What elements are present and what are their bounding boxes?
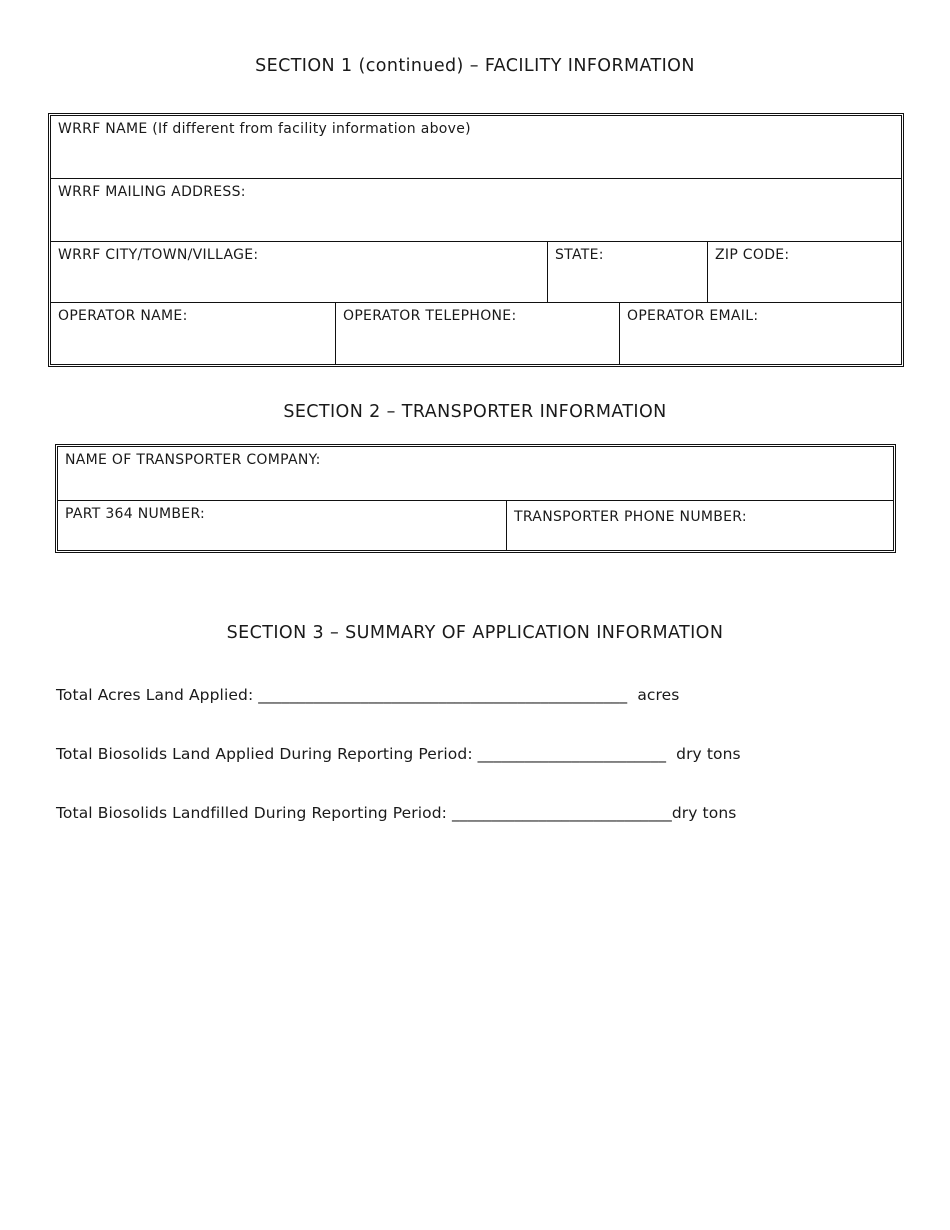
state-label: STATE:: [555, 247, 604, 263]
operator-telephone-field[interactable]: [335, 303, 619, 364]
operator-name-field[interactable]: [51, 303, 335, 364]
landfilled-blank[interactable]: ____________________________: [452, 804, 672, 822]
transporter-phone-label: TRANSPORTER PHONE NUMBER:: [514, 509, 747, 525]
transporter-company-row: [58, 447, 893, 500]
wrrf-mailing-address-row: [51, 178, 901, 241]
land-applied-line: [56, 745, 741, 763]
wrrf-name-field[interactable]: [51, 116, 901, 178]
wrrf-city-state-zip-row: [51, 241, 901, 302]
transporter-info-table: [55, 444, 896, 553]
operator-name-label: OPERATOR NAME:: [58, 308, 188, 324]
zip-code-label: ZIP CODE:: [715, 247, 790, 263]
operator-telephone-label: OPERATOR TELEPHONE:: [343, 308, 517, 324]
state-field[interactable]: [547, 242, 707, 302]
transporter-phone-field[interactable]: [506, 501, 893, 550]
landfilled-label: Total Biosolids Landfilled During Reporting Period:: [56, 804, 447, 822]
landfilled-line: [56, 804, 736, 822]
wrrf-mailing-address-field[interactable]: [51, 179, 901, 241]
wrrf-city-field[interactable]: [51, 242, 547, 302]
total-acres-unit: acres: [637, 686, 680, 704]
total-acres-line: [56, 686, 679, 704]
facility-info-table: [48, 113, 904, 367]
land-applied-unit: dry tons: [676, 745, 741, 763]
part364-number-field[interactable]: [58, 501, 506, 550]
section2-heading: SECTION 2 – TRANSPORTER INFORMATION: [283, 402, 667, 422]
operator-email-label: OPERATOR EMAIL:: [627, 308, 759, 324]
operator-email-field[interactable]: [619, 303, 901, 364]
zip-code-field[interactable]: [707, 242, 901, 302]
transporter-company-field[interactable]: [58, 447, 893, 500]
wrrf-mailing-address-label: WRRF MAILING ADDRESS:: [58, 184, 246, 200]
operator-row: [51, 302, 901, 364]
land-applied-label: Total Biosolids Land Applied During Reporting Period:: [56, 745, 473, 763]
transporter-company-label: NAME OF TRANSPORTER COMPANY:: [65, 452, 321, 468]
wrrf-name-row: [51, 116, 901, 178]
wrrf-city-label: WRRF CITY/TOWN/VILLAGE:: [58, 247, 259, 263]
landfilled-unit: dry tons: [671, 804, 737, 822]
total-acres-blank[interactable]: _______________________________________________: [258, 686, 628, 704]
wrrf-name-label: WRRF NAME (If different from facility information above): [58, 121, 471, 137]
section3-heading: SECTION 3 – SUMMARY OF APPLICATION INFORMATION: [226, 623, 724, 643]
transporter-number-row: [58, 500, 893, 550]
total-acres-label: Total Acres Land Applied:: [56, 686, 254, 704]
part364-number-label: PART 364 NUMBER:: [65, 506, 206, 522]
land-applied-blank[interactable]: ________________________: [477, 745, 667, 763]
section1-heading: SECTION 1 (continued) – FACILITY INFORMATION: [255, 56, 695, 76]
